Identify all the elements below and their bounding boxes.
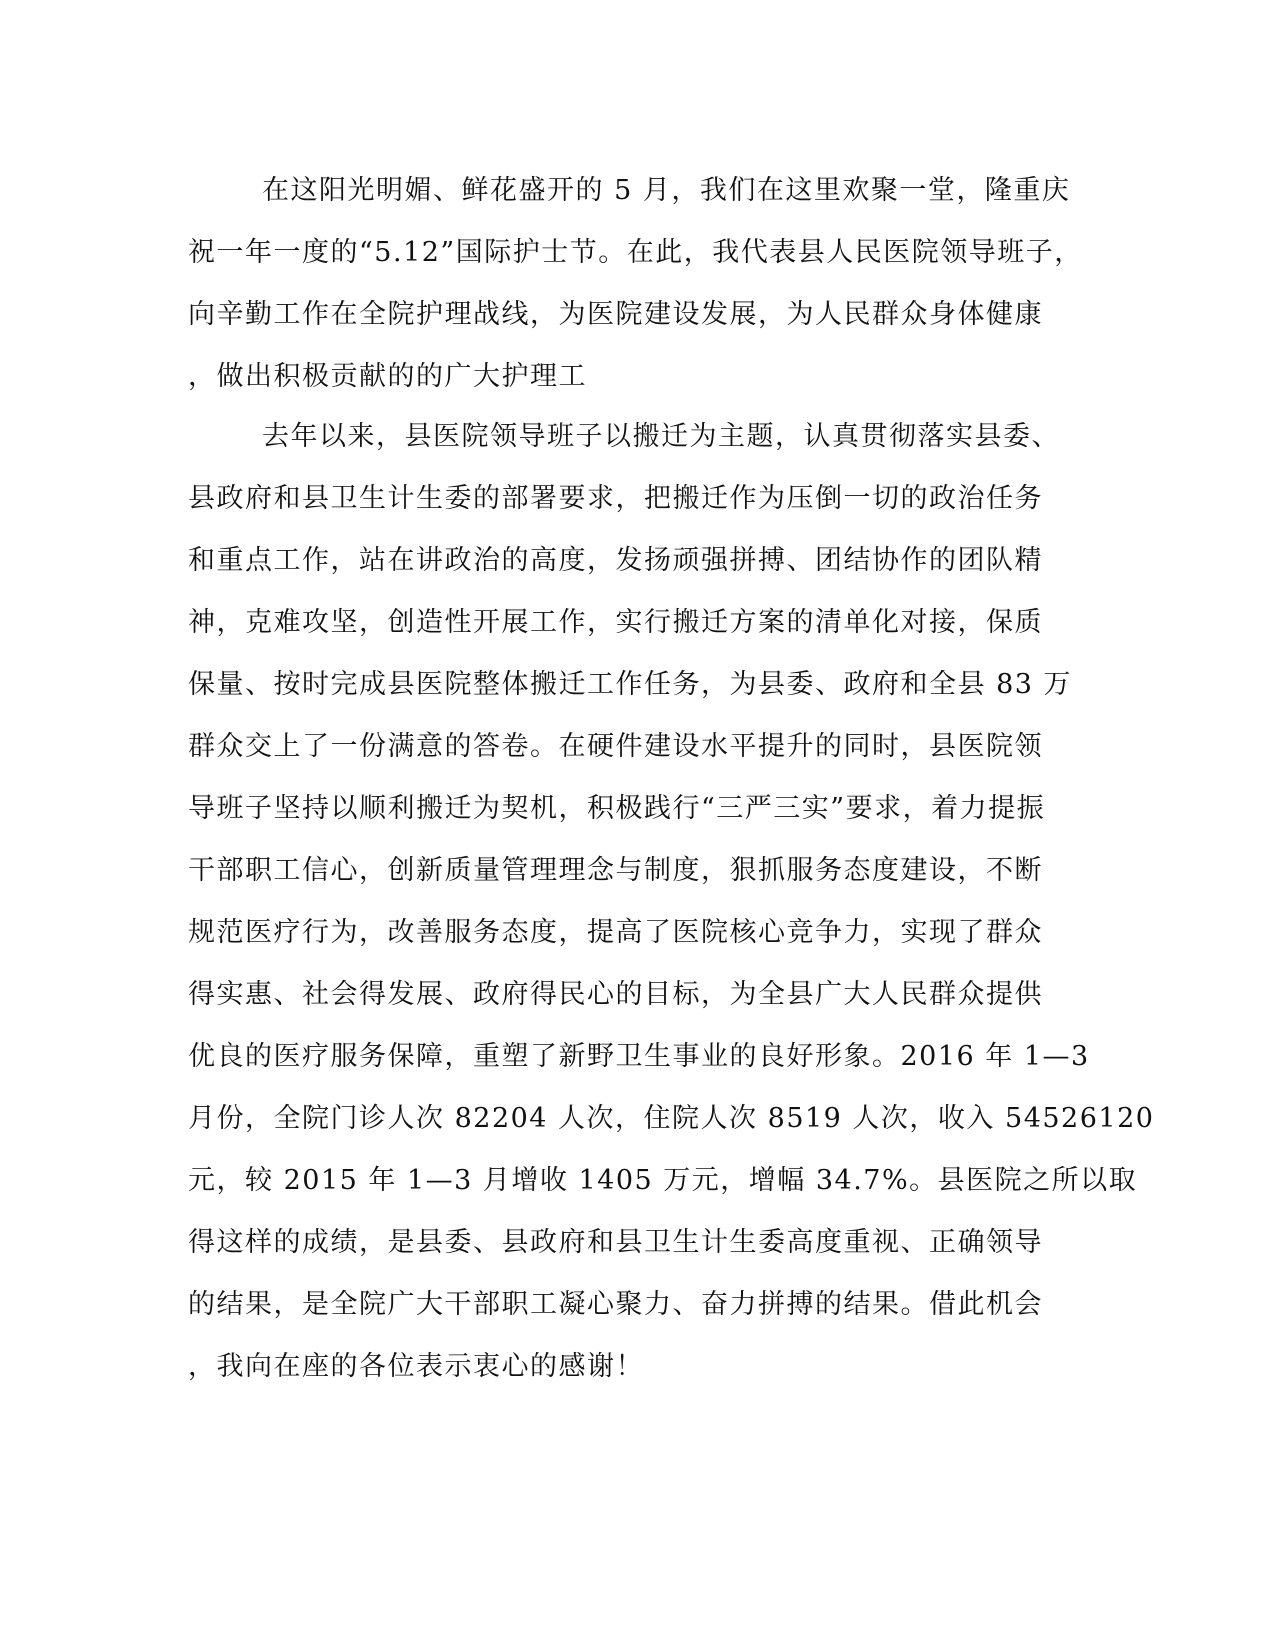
- paragraph-line: 神，克难攻坚，创造性开展工作，实行搬迁方案的清单化对接，保质: [188, 607, 1043, 638]
- paragraph-line: 群众交上了一份满意的答卷。在硬件建设水平提升的同时，县医院领: [188, 731, 1043, 762]
- paragraph-line: ，我向在座的各位表示衷心的感谢！: [188, 1351, 644, 1382]
- paragraph-line: 规范医疗行为，改善服务态度，提高了医院核心竞争力，实现了群众: [188, 917, 1043, 948]
- paragraph-line: 得这样的成绩，是县委、县政府和县卫生计生委高度重视、正确领导: [188, 1227, 1043, 1258]
- paragraph-line: 的结果，是全院广大干部职工凝心聚力、奋力拼搏的结果。借此机会: [188, 1289, 1043, 1320]
- paragraph-line: 导班子坚持以顺利搬迁为契机，积极践行“三严三实”要求，着力提振: [188, 793, 1046, 824]
- paragraph-line: 干部职工信心，创新质量管理理念与制度，狠抓服务态度建设，不断: [188, 855, 1043, 886]
- paragraph-line: 祝一年一度的“5.12”国际护士节。在此，我代表县人民医院领导班子，: [188, 237, 1083, 268]
- paragraph-greeting: [188, 160, 1088, 408]
- paragraph-line: 得实惠、社会得发展、政府得民心的目标，为全县广大人民群众提供: [188, 979, 1043, 1010]
- paragraph-line: 去年以来，县医院领导班子以搬迁为主题，认真贯彻落实县委、: [262, 421, 1060, 452]
- paragraph-line: 和重点工作，站在讲政治的高度，发扬顽强拼搏、团结协作的团队精: [188, 545, 1043, 576]
- paragraph-line: ，做出积极贡献的的广大护理工: [188, 361, 587, 392]
- paragraph-line: 元，较 2015 年 1—3 月增收 1405 万元，增幅 34.7%。县医院之所以取: [188, 1165, 1138, 1196]
- paragraph-line: 优良的医疗服务保障，重塑了新野卫生事业的良好形象。2016 年 1—3: [188, 1041, 1090, 1072]
- paragraph-achievements: [188, 406, 1155, 1398]
- paragraph-line: 保量、按时完成县医院整体搬迁工作任务，为县委、政府和全县 83 万: [188, 669, 1073, 700]
- paragraph-line: 向辛勤工作在全院护理战线，为医院建设发展，为人民群众身体健康: [188, 299, 1043, 330]
- paragraph-line: 县政府和县卫生计生委的部署要求，把搬迁作为压倒一切的政治任务: [188, 483, 1043, 514]
- paragraph-line: 月份，全院门诊人次 82204 人次，住院人次 8519 人次，收入 54526120: [188, 1103, 1155, 1134]
- paragraph-line: 在这阳光明媚、鲜花盛开的 5 月，我们在这里欢聚一堂，隆重庆: [262, 175, 1071, 206]
